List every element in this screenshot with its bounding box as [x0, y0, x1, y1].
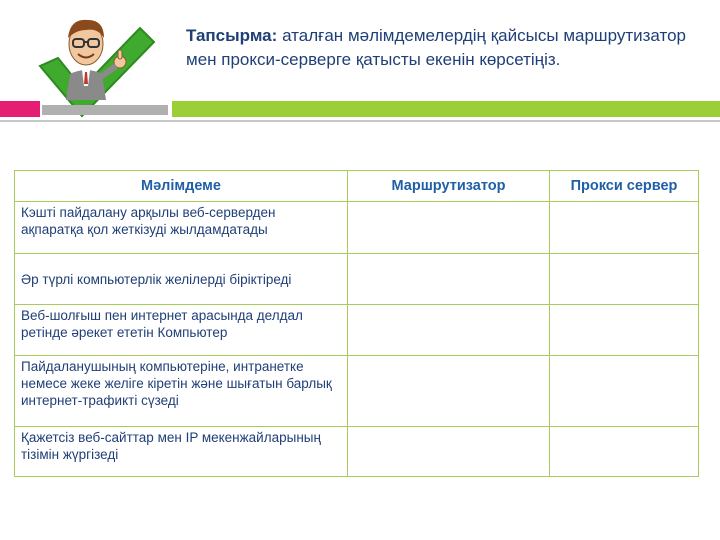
table-row — [15, 427, 699, 477]
statement-cell: Кэшті пайдалану арқылы веб-серверден ақпаратқа қол жеткізуді жылдамдатады — [15, 202, 348, 254]
proxy-answer-cell[interactable] — [550, 202, 699, 254]
proxy-answer-cell[interactable] — [550, 356, 699, 427]
router-answer-cell[interactable] — [348, 427, 550, 477]
accent-bar-gray — [42, 105, 168, 115]
divider-line — [0, 120, 720, 122]
table-row — [15, 305, 699, 356]
table-row — [15, 356, 699, 427]
proxy-answer-cell[interactable] — [550, 254, 699, 305]
accent-bar-pink — [0, 101, 40, 117]
table-header-row — [15, 171, 699, 202]
proxy-answer-cell[interactable] — [550, 427, 699, 477]
router-answer-cell[interactable] — [348, 202, 550, 254]
table-row — [15, 254, 699, 305]
statement-cell: Пайдаланушының компьютеріне, интранетке немесе жеке желіге кіретін және шығатын барлық интернет-трафикті сүзеді — [15, 356, 348, 427]
accent-bar-green — [172, 101, 720, 117]
statement-cell: Қажетсіз веб-сайттар мен IP мекенжайларының тізімін жүргізеді — [15, 427, 348, 477]
router-answer-cell[interactable] — [348, 305, 550, 356]
statements-table — [14, 170, 699, 477]
statement-cell: Веб-шолғыш пен интернет арасында делдал ретінде әрекет ететін Компьютер — [15, 305, 348, 356]
task-text: аталған мәлімдемелердің қайсысы маршрутизатор мен прокси-серверге қатысты екенін көрсетіңіз. — [186, 26, 686, 69]
header-router: Маршрутизатор — [348, 171, 550, 202]
table-row — [15, 202, 699, 254]
task-instruction — [186, 24, 686, 72]
teacher-checkmark-icon — [36, 8, 156, 120]
proxy-answer-cell[interactable] — [550, 305, 699, 356]
router-answer-cell[interactable] — [348, 356, 550, 427]
router-answer-cell[interactable] — [348, 254, 550, 305]
header-proxy: Прокси сервер — [550, 171, 699, 202]
task-label: Тапсырма: — [186, 26, 278, 45]
header-statement: Мәлімдеме — [15, 171, 348, 202]
statement-cell: Әр түрлі компьютерлік желілерді біріктіреді — [15, 254, 348, 305]
